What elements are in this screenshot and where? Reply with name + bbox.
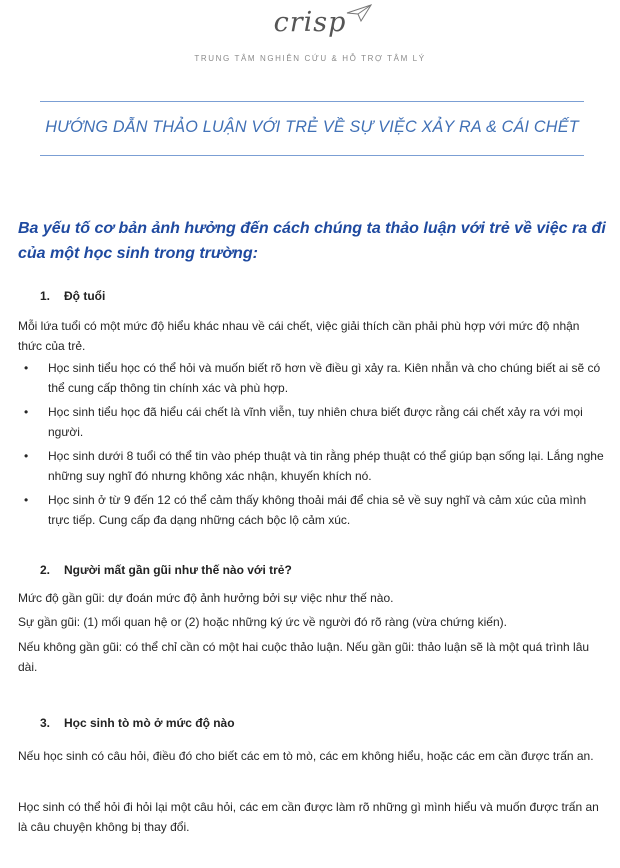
intro-heading: Ba yếu tố cơ bản ảnh hưởng đến cách chúng ta thảo luận với trẻ về việc ra đi của một học sinh trong trường: — [18, 220, 606, 262]
section-number: 1. — [40, 289, 51, 303]
section-2-paragraph-2: Sự gần gũi: (1) mối quan hệ or (2) hoặc những ký ức về người đó rõ ràng (vừa chứng kiến). — [18, 615, 507, 629]
list-item — [24, 402, 604, 442]
section-3-paragraph-2: Học sinh có thể hỏi đi hỏi lại một câu hỏi, các em cần được làm rõ những gì mình hiểu và muốn được trấn an là câu chuyện không bị thay đổi. — [18, 800, 599, 834]
section-2-paragraph-3: Nếu không gần gũi: có thể chỉ cần có một hai cuộc thảo luận. Nếu gần gũi: thảo luận sẽ là một quá trình lâu dài. — [18, 640, 590, 674]
paper-plane-icon — [346, 4, 372, 22]
bullet-icon: • — [24, 405, 29, 419]
section-title: Học sinh tò mò ở mức độ nào — [64, 716, 235, 730]
bullet-icon: • — [24, 493, 29, 507]
title-rule-bottom — [40, 155, 584, 156]
bullet-icon: • — [24, 361, 29, 375]
section-title: Độ tuổi — [64, 289, 106, 303]
section-title: Người mất gần gũi như thế nào với trẻ? — [64, 563, 292, 577]
section-3-paragraph-1: Nếu học sinh có câu hỏi, điều đó cho biết các em tò mò, các em không hiểu, hoặc các em cần được trấn an. — [18, 749, 594, 763]
section-1-paragraph: Mỗi lứa tuổi có một mức độ hiểu khác nhau về cái chết, việc giải thích cần phải phù hợp với mức độ nhận thức của trẻ. — [18, 319, 580, 353]
list-item — [24, 358, 604, 398]
logo — [274, 6, 347, 40]
tagline: TRUNG TÂM NGHIÊN CỨU & HỖ TRỢ TÂM LÝ — [194, 54, 426, 63]
logo-area — [0, 6, 620, 40]
section-heading-2 — [40, 563, 292, 577]
section-2-paragraph-1: Mức độ gần gũi: dự đoán mức độ ảnh hưởng bởi sự việc như thế nào. — [18, 591, 394, 605]
title-rule-top — [40, 101, 584, 102]
list-item-text: Học sinh tiểu học đã hiểu cái chết là vĩnh viễn, tuy nhiên chưa biết được rằng cái chết xảy ra với mọi người. — [48, 405, 583, 439]
section-number: 2. — [40, 563, 51, 577]
section-heading-1 — [40, 289, 105, 303]
bullet-icon: • — [24, 449, 29, 463]
list-item-text: Học sinh tiểu học có thể hỏi và muốn biết rõ hơn về điều gì xảy ra. Kiên nhẫn và cho chúng biết ai sẽ có thể cung cấp thông tin chính xác và phù hợp. — [48, 361, 601, 395]
list-item-text: Học sinh ở từ 9 đến 12 có thể cảm thấy không thoải mái để chia sẻ về suy nghĩ và cảm xúc của mình trực tiếp. Cung cấp đa dạng những cách bộc lộ cảm xúc. — [48, 493, 587, 527]
section-heading-3 — [40, 716, 235, 730]
logo-text: crisp — [273, 7, 347, 38]
list-item — [24, 446, 604, 486]
list-item — [24, 490, 604, 530]
list-item-text: Học sinh dưới 8 tuổi có thể tin vào phép thuật và tin rằng phép thuật có thể giúp bạn sống lại. Lắng nghe những suy nghĩ đó nhưng không xác nhận, khuyến khích nó. — [48, 449, 604, 483]
document-title: HƯỚNG DẪN THẢO LUẬN VỚI TRẺ VỀ SỰ VIỆC XẢY RA & CÁI CHẾT — [45, 118, 579, 136]
section-number: 3. — [40, 716, 51, 730]
